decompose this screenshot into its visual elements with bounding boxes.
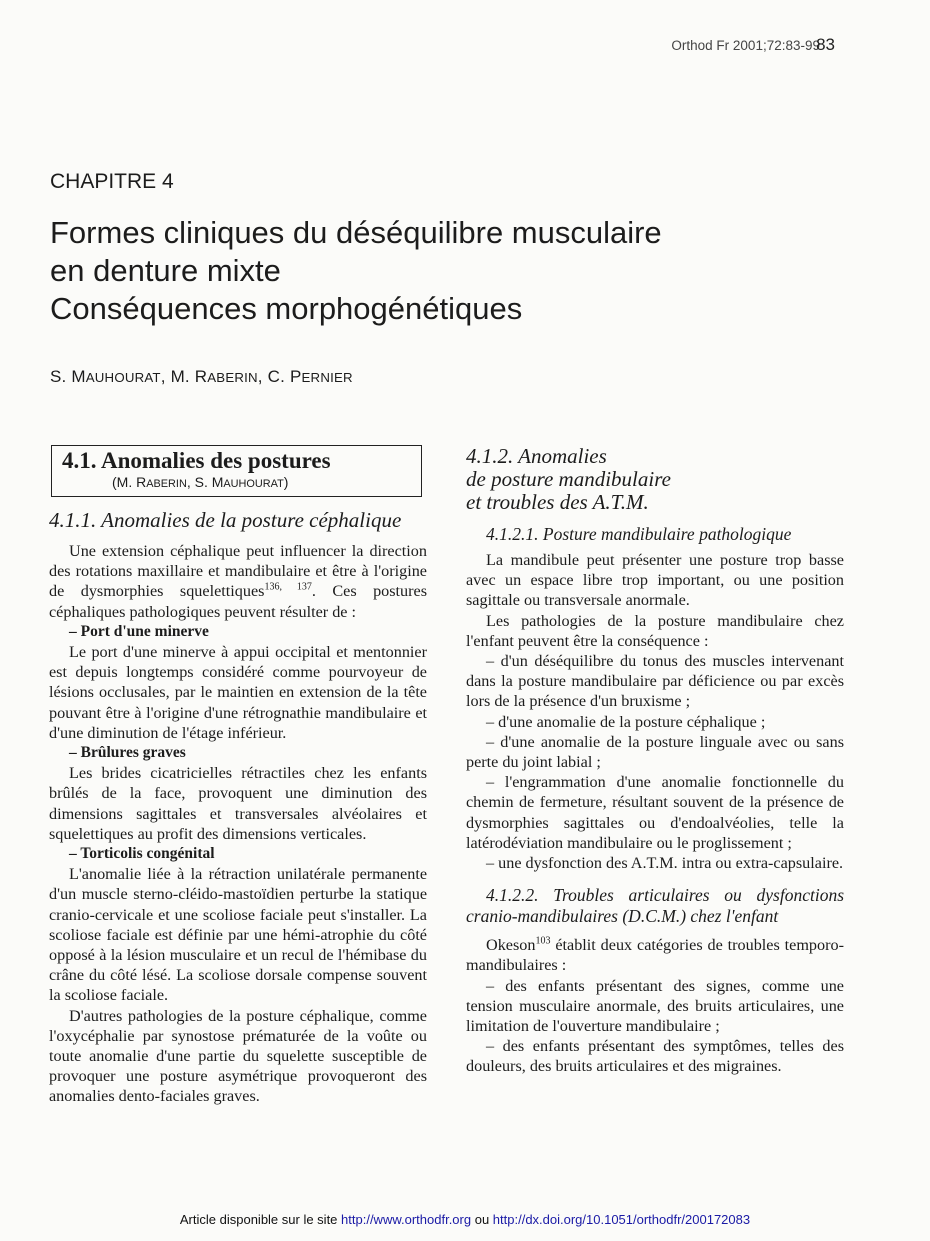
citation-ref: 103 [535,935,551,947]
chapter-title-line-3: Conséquences morphogénétiques [50,291,523,326]
paragraph: Les pathologies de la posture mandibulaire chez l'enfant peuvent être la conséquence : [466,611,844,650]
list-item: – d'une anomalie de la posture céphalique ; [486,712,766,731]
section-title-4-1: 4.1. Anomalies des postures [62,448,331,473]
author-smallcaps: AUHOURAT [85,370,161,385]
paragraph: D'autres pathologies de la posture céphalique, comme l'oxycéphalie par synostose prématurée de la voûte ou toute anomalie d'une partie du squelette susceptible de provoquer une posture asymétrique provoqueront des anomalies dento-faciales graves. [49,1006,427,1106]
paragraph: Okeson$^{103}$ établit deux catégories de troubles temporo-mandibulaires : [466,935,844,975]
subheading-brulures: – Brûlures graves [69,744,186,762]
paragraph: L'anomalie liée à la rétraction unilatérale permanente d'un muscle sterno-cléido-mastoïdien perturbe la statique cranio-cervicale et une scoliose faciale peut s'installer. La scoliose faciale est définie par une hémi-atrophie du côté opposé à la lésion musculaire et un recul de l'hémibase du crâne du côté lésé. La scoliose dorsale compense souvent la scoliose faciale. [49,865,427,1005]
heading-4-1-2: 4.1.2. Anomalies de posture mandibulaire et troubles des A.T.M. [466,444,671,514]
list-item: – une dysfonction des A.T.M. intra ou extra-capsulaire. [486,854,844,873]
footer-availability [0,1212,930,1227]
list-item: – des enfants présentant des symptômes, telles des douleurs, des bruits articulaires et des migraines. [466,1037,844,1076]
footer-link-doi[interactable]: http://dx.doi.org/10.1051/orthodfr/200172083 [492,1212,751,1227]
chapter-authors [50,367,353,387]
heading-4-1-2-2: 4.1.2.2. Troubles articulaires ou dysfonctions cranio-mandibulaires (D.C.M.) chez l'enfant [466,885,844,927]
paragraph: Les brides cicatricielles rétractiles chez les enfants brûlés de la face, provoquent une diminution des dimensions sagittales et transversales alvéolaires et squelettiques au profit des dimensions verticales. [49,764,427,843]
list-item: – des enfants présentant des signes, comme une tension musculaire anormale, des bruits articulaires, une limitation de l'ouverture mandibulaire ; [466,976,844,1036]
list-item: – d'un déséquilibre du tonus des muscles intervenant dans la posture mandibulaire par déficience ou par excès lors de la présence d'un bruxisme ; [466,652,844,711]
chapter-title-line-2: en denture mixte [50,253,281,288]
citation-ref: 136, 137 [264,582,312,594]
heading-4-1-2-1: 4.1.2.1. Posture mandibulaire pathologique [486,524,792,544]
subheading-minerve: – Port d'une minerve [69,622,209,640]
author-smallcaps: ERNIER [301,370,353,385]
running-header: Orthod Fr 2001;72:83-99 [671,38,820,53]
chapter-label: CHAPITRE 4 [50,170,174,193]
section-authors-4-1: (M. RABERIN, S. MAUHOURAT) [112,474,289,490]
author-text: , M. R [160,367,208,386]
page-number: 83 [816,35,835,54]
chapter-title-line-1: Formes cliniques du déséquilibre musculaire [50,215,662,250]
footer-link-orthodfr[interactable]: http://www.orthodfr.org [341,1212,472,1227]
list-item: – d'une anomalie de la posture linguale avec ou sans perte du joint labial ; [466,732,844,772]
footer-prefix: Article disponible sur le site [179,1212,342,1227]
paragraph: Le port d'une minerve à appui occipital et mentonnier est depuis longtemps considéré comme pourvoyeur de lésions occlusales, par le maintien en extension de la tête pouvant être à l'origine d'une rétrognathie mandibulaire et d'une diminution de l'étage inférieur. [49,643,427,742]
author-text: , C. P [257,367,302,386]
author-smallcaps: ABERIN [207,370,258,385]
paragraph: Une extension céphalique peut influencer la direction des rotations maxillaire et mandibulaire et être à l'origine de dysmorphies squelettiques$^{136, 137}$. Ces postures céphaliques pathologiques peuvent résulter de : [49,542,428,621]
right-column [466,445,844,1077]
footer-middle: ou [471,1212,493,1227]
list-item: – l'engrammation d'une anomalie fonctionnelle du chemin de fermeture, résultant souvent de la présence de dysmorphies sagittales ou d'endoalvéolies, telle la latérodéviation mandibulaire ou le proglissement ; [466,773,844,852]
heading-4-1-1: 4.1.1. Anomalies de la posture céphalique [49,508,402,532]
paragraph: La mandibule peut présenter une posture trop basse avec un espace libre trop important, ou une position sagittale ou transversale anormale. [466,551,844,610]
left-column [49,445,427,1107]
subheading-torticolis: – Torticolis congénital [69,845,215,863]
section-box-4-1 [51,445,422,497]
author-text: S. M [50,367,86,386]
chapter-title [50,214,662,328]
